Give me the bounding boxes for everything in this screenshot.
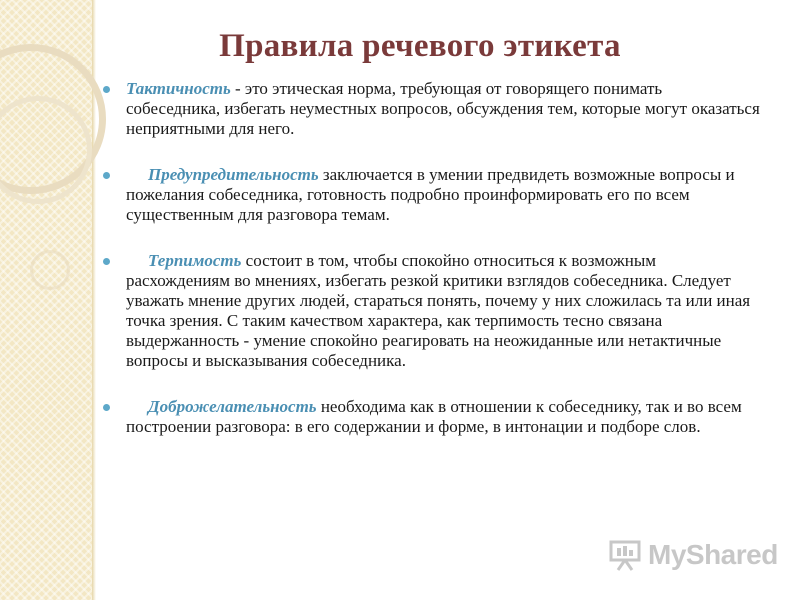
- watermark-text: MyShared: [648, 539, 778, 570]
- bullet-icon: [103, 258, 110, 265]
- slide-title: Правила речевого этикета: [219, 28, 621, 64]
- presentation-board-icon: [608, 538, 642, 572]
- rule-term: Терпимость: [148, 251, 242, 270]
- rule-text: необходима как в отношении к собеседнику, так и во всем построении разговора: в его содержании и форме, в интонации и подборе слов.: [126, 397, 742, 436]
- rule-term: Предупредительность: [148, 165, 319, 184]
- rule-item-thoughtfulness: [100, 165, 760, 225]
- rule-item-tactfulness: [100, 79, 760, 139]
- rule-text: - это этическая норма, требующая от говорящего понимать собеседника, избегать неуместных вопросов, обсуждения тем, которые могут оказаться неприятными для него.: [126, 79, 760, 138]
- bullet-icon: [103, 404, 110, 411]
- rules-list: [100, 79, 760, 437]
- rule-term: Доброжелательность: [148, 397, 317, 416]
- bullet-icon: [103, 86, 110, 93]
- rule-text: заключается в умении предвидеть возможные вопросы и пожелания собеседника, готовность подробно проинформировать его по всем существенным для разговора темам.: [126, 165, 735, 224]
- rule-item-goodwill: [100, 397, 760, 437]
- bullet-icon: [103, 172, 110, 179]
- rule-item-tolerance: [100, 251, 760, 371]
- rule-text: состоит в том, чтобы спокойно относиться к возможным расхождениям во мнениях, избегать резкой критики взглядов собеседника. Следует уважать мнение других людей, стараться понять, почему у них сложилась та или иная точка зрения. С таким качеством характера, как терпимость тесно связана выдержанность - умение спокойно реагировать на неожиданные или нетактичные вопросы и высказывания собеседника.: [126, 251, 751, 370]
- watermark: [608, 538, 778, 572]
- rule-term: Тактичность: [126, 79, 231, 98]
- decorative-ring-tiny: [30, 250, 70, 290]
